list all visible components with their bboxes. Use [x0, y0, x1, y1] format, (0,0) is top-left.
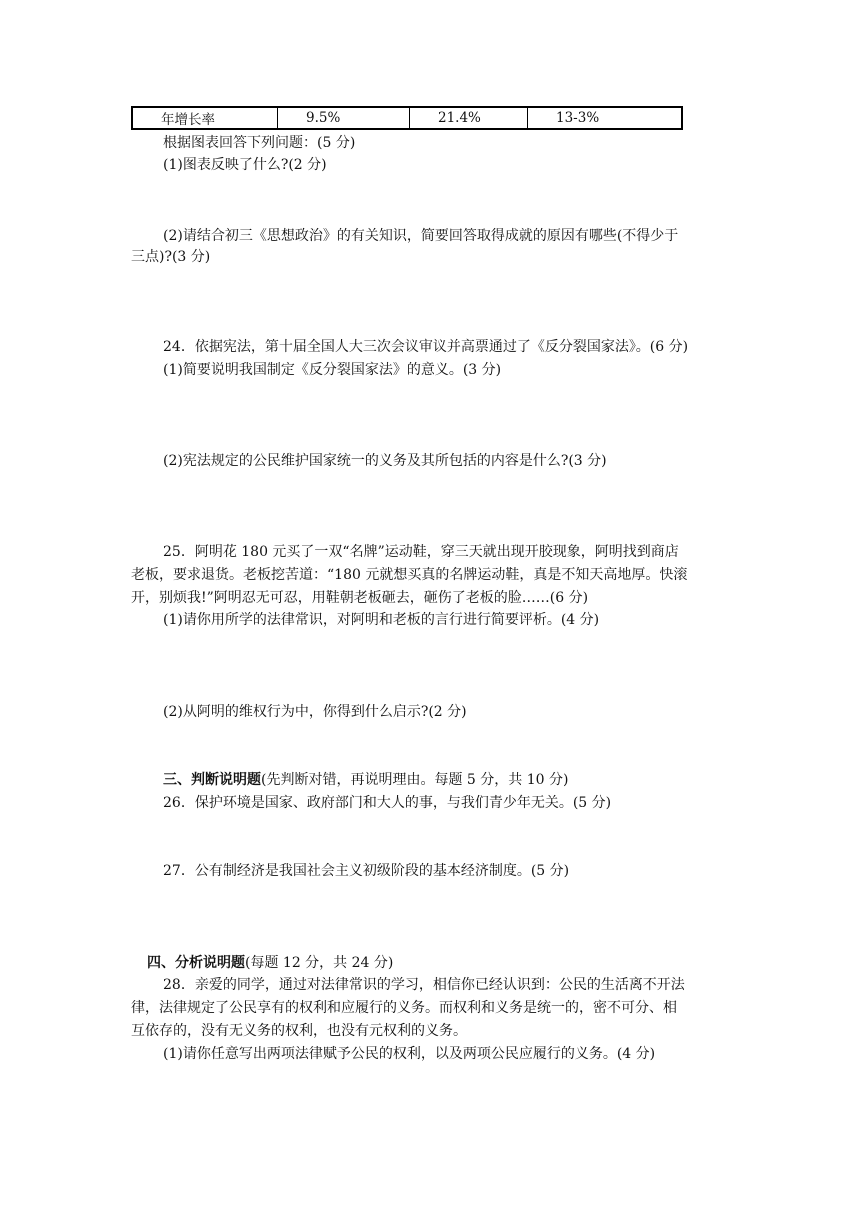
- question-23-part-2-cont: 三点)?(3 分): [131, 249, 211, 265]
- question-24-stem: 24．依据宪法，第十届全国人大三次会议审议并高票通过了《反分裂国家法》。(6 分): [163, 339, 689, 355]
- question-23-part-2: (2)请结合初三《思想政治》的有关知识，简要回答取得成就的原因有哪些(不得少于: [163, 228, 679, 244]
- question-25-part-2: (2)从阿明的维权行为中，你得到什么启示?(2 分): [163, 704, 467, 720]
- section-4-heading: [147, 953, 751, 973]
- question-25-stem: 25．阿明花 180 元买了一双“名牌”运动鞋，穿三天就出现开胶现象，阿明找到商店: [163, 544, 679, 560]
- growth-rate-table-row: [131, 106, 683, 130]
- question-25-stem-cont-2: 开，别烦我!”阿明忍无可忍，用鞋朝老板砸去，砸伤了老板的脸……(6 分): [131, 590, 589, 606]
- question-28-stem-cont-2: 互依存的，没有无义务的权利，也没有元权利的义务。: [131, 1023, 467, 1039]
- question-27: 27．公有制经济是我国社会主义初级阶段的基本经济制度。(5 分): [163, 863, 570, 879]
- table-row-label: 年增长率: [161, 112, 215, 128]
- question-24-part-2: (2)宪法规定的公民维护国家统一的义务及其所包括的内容是什么?(3 分): [163, 453, 607, 469]
- section-3-title: 三、判断说明题: [163, 772, 261, 788]
- question-28-stem-cont-1: 律，法律规定了公民享有的权利和应履行的义务。而权利和义务是统一的，密不可分、相: [131, 1000, 677, 1016]
- question-24-part-1: (1)简要说明我国制定《反分裂国家法》的意义。(3 分): [163, 362, 502, 378]
- table-cell-value-3: 13-3%: [527, 108, 681, 128]
- question-25-part-1: (1)请你用所学的法律常识，对阿明和老板的言行进行简要评析。(4 分): [163, 612, 600, 628]
- section-3-heading: [163, 770, 767, 790]
- question-23-intro: 根据图表回答下列问题：(5 分): [163, 135, 356, 151]
- question-23-part-1: (1)图表反映了什么?(2 分): [163, 157, 327, 173]
- question-28-part-1: (1)请你任意写出两项法律赋予公民的权利，以及两项公民应履行的义务。(4 分): [163, 1046, 656, 1062]
- section-4-note: (每题 12 分，共 24 分): [245, 955, 394, 971]
- section-4-title: 四、分析说明题: [147, 955, 245, 971]
- question-26: 26．保护环境是国家、政府部门和大人的事，与我们青少年无关。(5 分): [163, 795, 612, 811]
- question-25-stem-cont-1: 老板，要求退货。老板挖苦道：“180 元就想买真的名牌运动鞋，真是不知天高地厚。快滚: [131, 567, 688, 583]
- question-28-stem: 28．亲爱的同学，通过对法律常识的学习，相信你已经认识到：公民的生活离不开法: [163, 977, 685, 993]
- section-3-note: (先判断对错，再说明理由。每题 5 分，共 10 分): [261, 772, 569, 788]
- table-cell-value-2: 21.4%: [409, 108, 527, 128]
- table-cell-value-1: 9.5%: [277, 108, 409, 128]
